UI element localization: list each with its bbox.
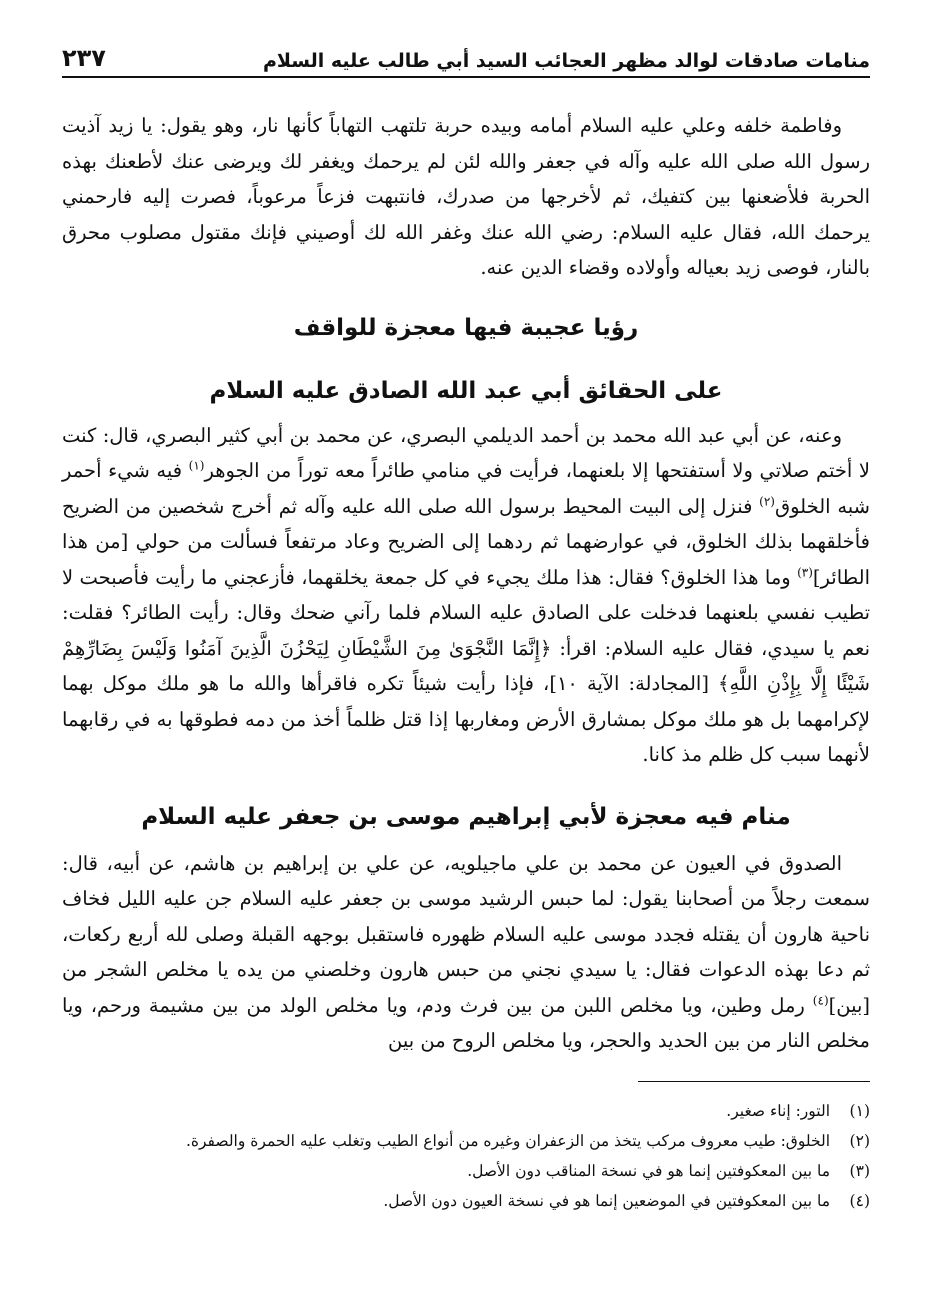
- footnote-divider: [638, 1081, 870, 1082]
- footnote-number: (٤): [849, 1191, 870, 1210]
- footnote-number: (١): [849, 1101, 870, 1120]
- footnote-item: [62, 1126, 870, 1156]
- paragraph-text: وفاطمة خلفه وعلي عليه السلام أمامه وبيده حربة تلتهب التهاباً كأنها نار، وهو يقول: يا زيد آذيت رسول الله صلى الله عليه وآله في جعفر والله لئن لم يرحمك ويغفر لك ويرضى عنك لأطعنك بهذه الحربة فلأضعنها بين كتفيك، ثم لأخرجها من صدرك، فانتبهت فزعاً مرعوباً، فصرت إليه فارحمني يرحمك الله، فقال عليه السلام: رضي الله عنك وغفر الله لك أوصيني فإنك مقتول مصلوب محرق بالنار، فوصى زيد بعياله وأولاده وقضاء الدين عنه.: [62, 114, 870, 279]
- footnote-number: (٢): [849, 1131, 870, 1150]
- footnote-text: ما بين المعكوفتين في الموضعين إنما هو في نسخة العيون دون الأصل.: [383, 1191, 830, 1210]
- footnote-number: (٣): [849, 1161, 870, 1180]
- footnote-ref-2: (٢): [759, 494, 775, 508]
- page-number: ٢٣٧: [62, 44, 106, 72]
- paragraph-text: وعنه، عن أبي عبد الله محمد بن أحمد الديلمي البصري، عن محمد بن أبي كثير البصري، قال: كنت لا أختم صلاتي ولا أستفتحها إلا بلعنهما، فرأيت في منامي طائراً معه توراً من الجوهر: [62, 423, 870, 482]
- book-page: [62, 28, 870, 1216]
- running-header: [62, 28, 870, 78]
- paragraph-musa-prayer: [62, 846, 870, 1059]
- footnote-item: [62, 1096, 870, 1126]
- footnote-ref-3: (٣): [797, 565, 813, 579]
- footnote-ref-1: (١): [188, 458, 205, 473]
- footnote-text: الخلوق: طيب معروف مركب يتخذ من الزعفران وغيره من أنواع الطيب وتغلب عليه الحمرة والصفرة.: [185, 1131, 830, 1150]
- section-title-line-1: رؤيا عجيبة فيها معجزة للواقف: [293, 314, 639, 341]
- paragraph-text: الصدوق في العيون عن محمد بن علي ماجيلويه، عن علي بن إبراهيم بن هاشم، عن أبيه، قال: سمعت رجلاً من أصحابنا يقول: لما حبس الرشيد موسى بن جعفر عليه السلام جن عليه الليل فخاف ناحية هارون أن يقتله فجدد موسى عليه السلام ظهوره فاستقبل بوجهه القبلة وصلى لله أربع ركعات، ثم دعا بهذه الدعوات فقال: يا سيدي نجني من حبس هارون وخلصني من يده يا مخلص الشجر من [بين]: [62, 851, 870, 1017]
- footnote-text: التور: إناء صغير.: [726, 1101, 830, 1120]
- footnotes: [62, 1096, 870, 1216]
- running-title: منامات صادقات لوالد مظهر العجائب السيد أبي طالب عليه السلام: [262, 50, 870, 72]
- paragraph-text: فيه شيء أحمر شبه الخلوق: [62, 459, 870, 518]
- section-title-musa: منام فيه معجزة لأبي إبراهيم موسى بن جعفر عليه السلام: [141, 803, 791, 830]
- footnote-text: ما بين المعكوفتين إنما هو في نسخة المناقب دون الأصل.: [467, 1161, 830, 1180]
- footnote-item: [62, 1156, 870, 1186]
- paragraph-text: وما هذا الخلوق؟ فقال: هذا ملك يجيء في كل جمعة يخلقهما، فأزعجني ما رأيت فأصبحت لا تطيب نفسي بلعنهما فدخلت على الصادق عليه السلام فلما رآني ضحك وقال: رأيت الطائر؟ فقلت: نعم يا سيدي، فقال عليه السلام: اقرأ: ﴿إِنَّمَا النَّجْوَىٰ مِنَ الشَّيْطَانِ لِيَحْزُنَ الَّذِينَ آمَنُوا وَلَيْسَ بِضَارِّهِمْ شَيْئًا إِلَّا بِإِذْنِ اللَّهِ﴾ [المجادلة: الآية ١٠]، فإذا رأيت شيئاً تكره فاقرأها والله ما هو ملك موكل بهما لإكرامهما بل هو ملك موكل بمشارق الأرض ومغاربها إذا قتل ظلماً أخذ من دمه فطوقها به في رقابهما لأنهما سبب كل ظلم مذ كانا.: [62, 565, 871, 766]
- paragraph-text: رمل وطين، ويا مخلص اللبن من بين فرث ودم، ويا مخلص الولد من بين مشيمة ورحم، ويا مخلص النار من بين الحديد والحجر، ويا مخلص الروح من بين: [62, 993, 870, 1052]
- footnote-ref-4: (٤): [812, 993, 829, 1007]
- paragraph-text: فنزل إلى البيت المحيط برسول الله صلى الله عليه وآله ثم أخرج شخصين من الضريح فأخلقهما بذلك الخلوق، في عوارضهما ثم ردهما إلى الضريح وعاد مرتفعاً فسألت من حولي [من هذا الطائر]: [62, 494, 870, 589]
- paragraph-bird-dream: [62, 418, 870, 773]
- footnote-item: [62, 1186, 870, 1216]
- section-title-line-2: على الحقائق أبي عبد الله الصادق عليه السلام: [209, 377, 723, 404]
- paragraph-zayd-dream: [62, 108, 870, 286]
